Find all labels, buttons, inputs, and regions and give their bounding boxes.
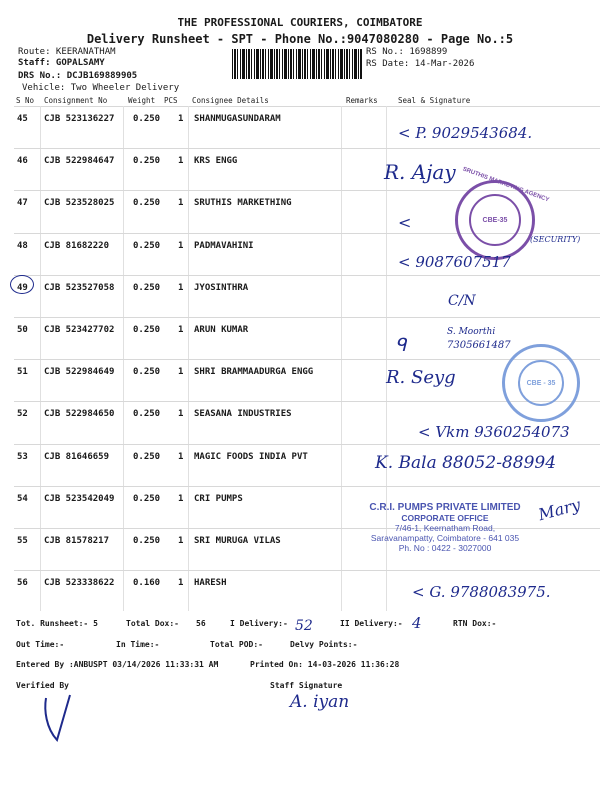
pcs-cell: 1 [178,240,184,251]
weight-cell: 0.250 [133,325,161,335]
printed-on: Printed On: 14-03-2026 11:36:28 [250,660,400,669]
weight-cell: 0.250 [133,282,161,293]
weight-cell: 0.250 [133,198,161,209]
sno-cell: 46 [17,156,28,167]
signature-row-47: < [398,213,412,232]
delvy-points: Delvy Points:- [290,640,358,649]
pcs-cell: 1 [178,114,184,124]
sno-cell: 47 [17,198,28,209]
out-time: Out Time:- [16,640,65,649]
pcs-cell: 1 [178,578,184,589]
total-dox-label: Total Dox:- [126,619,179,628]
consignment-no-cell: CJB 81682220 [44,240,110,251]
consignment-no-cell: CJB 523427702 [44,325,115,335]
weight-cell: 0.160 [133,578,161,589]
consignee-cell: JYOSINTHRA [194,282,249,293]
consignment-no-cell: CJB 522984647 [44,156,115,167]
verified-by: Verified By [16,681,69,690]
consignee-cell: HARESH [194,578,227,589]
consignment-no-cell: CJB 81646659 [44,451,110,462]
consignee-cell: SRI MURUGA VILAS [194,536,281,546]
pcs-cell: 1 [178,282,184,293]
sno-cell: 53 [17,451,28,462]
route: Route: KEERANATHAM [18,47,116,57]
company-title: THE PROFESSIONAL COURIERS, COIMBATORE [177,16,423,29]
consignee-cell: SEASANA INDUSTRIES [194,409,292,420]
sno-cell: 52 [17,409,28,420]
stamp-line: CORPORATE OFFICE [401,513,489,523]
staff: Staff: GOPALSAMY [18,58,105,68]
col-sno: S No [16,96,35,105]
ii-delivery-label: II Delivery:- [340,619,403,628]
sno-cell: 51 [17,367,28,378]
grid-line [14,570,600,571]
weight-cell: 0.250 [133,114,161,124]
signature-row-50-name: S. Moorthi [447,327,496,337]
consignment-no-cell: CJB 523542049 [44,493,115,504]
pcs-cell: 1 [178,409,184,420]
consignment-no-cell: CJB 81578217 [44,536,110,546]
sno-cell: 55 [17,536,28,546]
signature-row-53: K. Bala 88052-88994 [375,453,557,473]
pcs-cell: 1 [178,325,184,335]
tot-runsheet: Tot. Runsheet:- 5 [16,619,98,628]
weight-cell: 0.250 [133,493,161,504]
stamp-cri-pumps [360,502,530,553]
rs-no: RS No.: 1698899 [366,47,448,57]
stamp-brammaadurga [502,344,580,422]
signature-row-48: < 9087607517 [398,253,511,271]
consignment-no-cell: CJB 522984649 [44,367,115,378]
grid-line [14,148,600,149]
stamp-center: CBE-35 [469,194,521,246]
table-row [0,277,600,319]
grid-line [14,106,600,107]
signature-row-50-phone: 7305661487 [447,340,511,351]
rs-date: RS Date: 14-Mar-2026 [366,59,475,69]
weight-cell: 0.250 [133,367,161,378]
verified-checkmark-icon [40,690,80,745]
sno-cell: 48 [17,240,28,251]
weight-cell: 0.250 [133,536,161,546]
pcs-cell: 1 [178,367,184,378]
barcode-icon [232,49,362,79]
stamp-line: C.R.I. PUMPS PRIVATE LIMITED [369,502,521,513]
i-delivery-label: I Delivery:- [230,619,288,628]
consignment-no-cell: CJB 523527058 [44,282,115,293]
remark-row-49: C/N [448,293,476,309]
weight-cell: 0.250 [133,409,161,420]
consignee-cell: KRS ENGG [194,156,238,167]
pcs-cell: 1 [178,156,184,167]
consignment-no-cell: CJB 523136227 [44,114,115,124]
col-remarks: Remarks [346,96,378,105]
grid-line [14,275,600,276]
col-weight: Weight [128,96,156,105]
staff-signature-ink: A. iyan [290,692,350,712]
grid-line [14,317,600,318]
sno-cell: 49 [17,282,28,293]
pcs-cell: 1 [178,451,184,462]
signature-row-46: R. Ajay [384,160,456,184]
consignment-no-cell: CJB 522984650 [44,409,115,420]
pcs-cell: 1 [178,536,184,546]
pcs-cell: 1 [178,493,184,504]
stamp-center: CBE - 35 [518,360,564,406]
signature-row-51: R. Seyg [386,367,456,388]
ii-delivery-value: 4 [412,614,422,632]
signature-row-52: < Vkm 9360254073 [418,423,570,441]
runsheet-subtitle: Delivery Runsheet - SPT - Phone No.:9047080280 - Page No.:5 [86,32,514,46]
weight-cell: 0.250 [133,156,161,167]
sno-cell: 50 [17,325,28,335]
consignment-no-cell: CJB 523528025 [44,198,115,209]
consignee-cell: SHANMUGASUNDARAM [194,114,281,124]
consignment-no-cell: CJB 523338622 [44,578,115,589]
total-dox-value: 56 [196,619,206,628]
drs-no: DRS No.: DCJB169889905 [18,71,138,81]
col-consignment: Consignment No [44,96,108,105]
staff-signature-label: Staff Signature [270,681,343,690]
i-delivery-value: 52 [295,618,313,634]
signature-row-45: < P. 9029543684. [398,124,533,142]
signature-row-56: < G. 9788083975. [412,583,551,601]
consignee-cell: ARUN KUMAR [194,325,249,335]
grid-line [14,486,600,487]
pcs-cell: 1 [178,198,184,209]
stamp-line: Saravanampatty, Coimbatore - 641 035 [370,533,520,543]
weight-cell: 0.250 [133,451,161,462]
stamp-ring-text: SRUTHIS MARKETING AGENCY [461,166,550,204]
rtn-dox: RTN Dox:- [453,619,497,628]
col-consignee: Consignee Details [192,96,269,105]
signature-tick-50: ᑫ [395,335,407,356]
sno-cell: 54 [17,493,28,504]
total-pod: Total POD:- [210,640,263,649]
weight-cell: 0.250 [133,240,161,251]
consignee-cell: MAGIC FOODS INDIA PVT [194,451,308,462]
stamp-line: Ph. No : 0422 - 3027000 [398,543,492,553]
entered-by: Entered By :ANBUSPT 03/14/2026 11:33:31 AM [16,660,219,669]
consignee-cell: SRUTHIS MARKETHING [194,198,292,209]
signature-row-54: Mary [536,494,583,525]
grid-line [14,444,600,445]
col-pcs: PCS [164,96,178,105]
consignee-cell: PADMAVAHINI [194,240,254,251]
stamp-line: 7/46-1, Keernatham Road, [394,523,496,533]
handwritten-circle-mark [10,275,34,294]
consignee-cell: SHRI BRAMMAADURGA ENGG [194,367,314,378]
in-time: In Time:- [116,640,160,649]
note-security: (SECURITY) [530,235,581,244]
vehicle: Vehicle: Two Wheeler Delivery [22,83,180,93]
consignee-cell: CRI PUMPS [194,493,243,504]
col-seal-signature: Seal & Signature [398,96,471,105]
sno-cell: 56 [17,578,28,589]
sno-cell: 45 [17,114,28,124]
